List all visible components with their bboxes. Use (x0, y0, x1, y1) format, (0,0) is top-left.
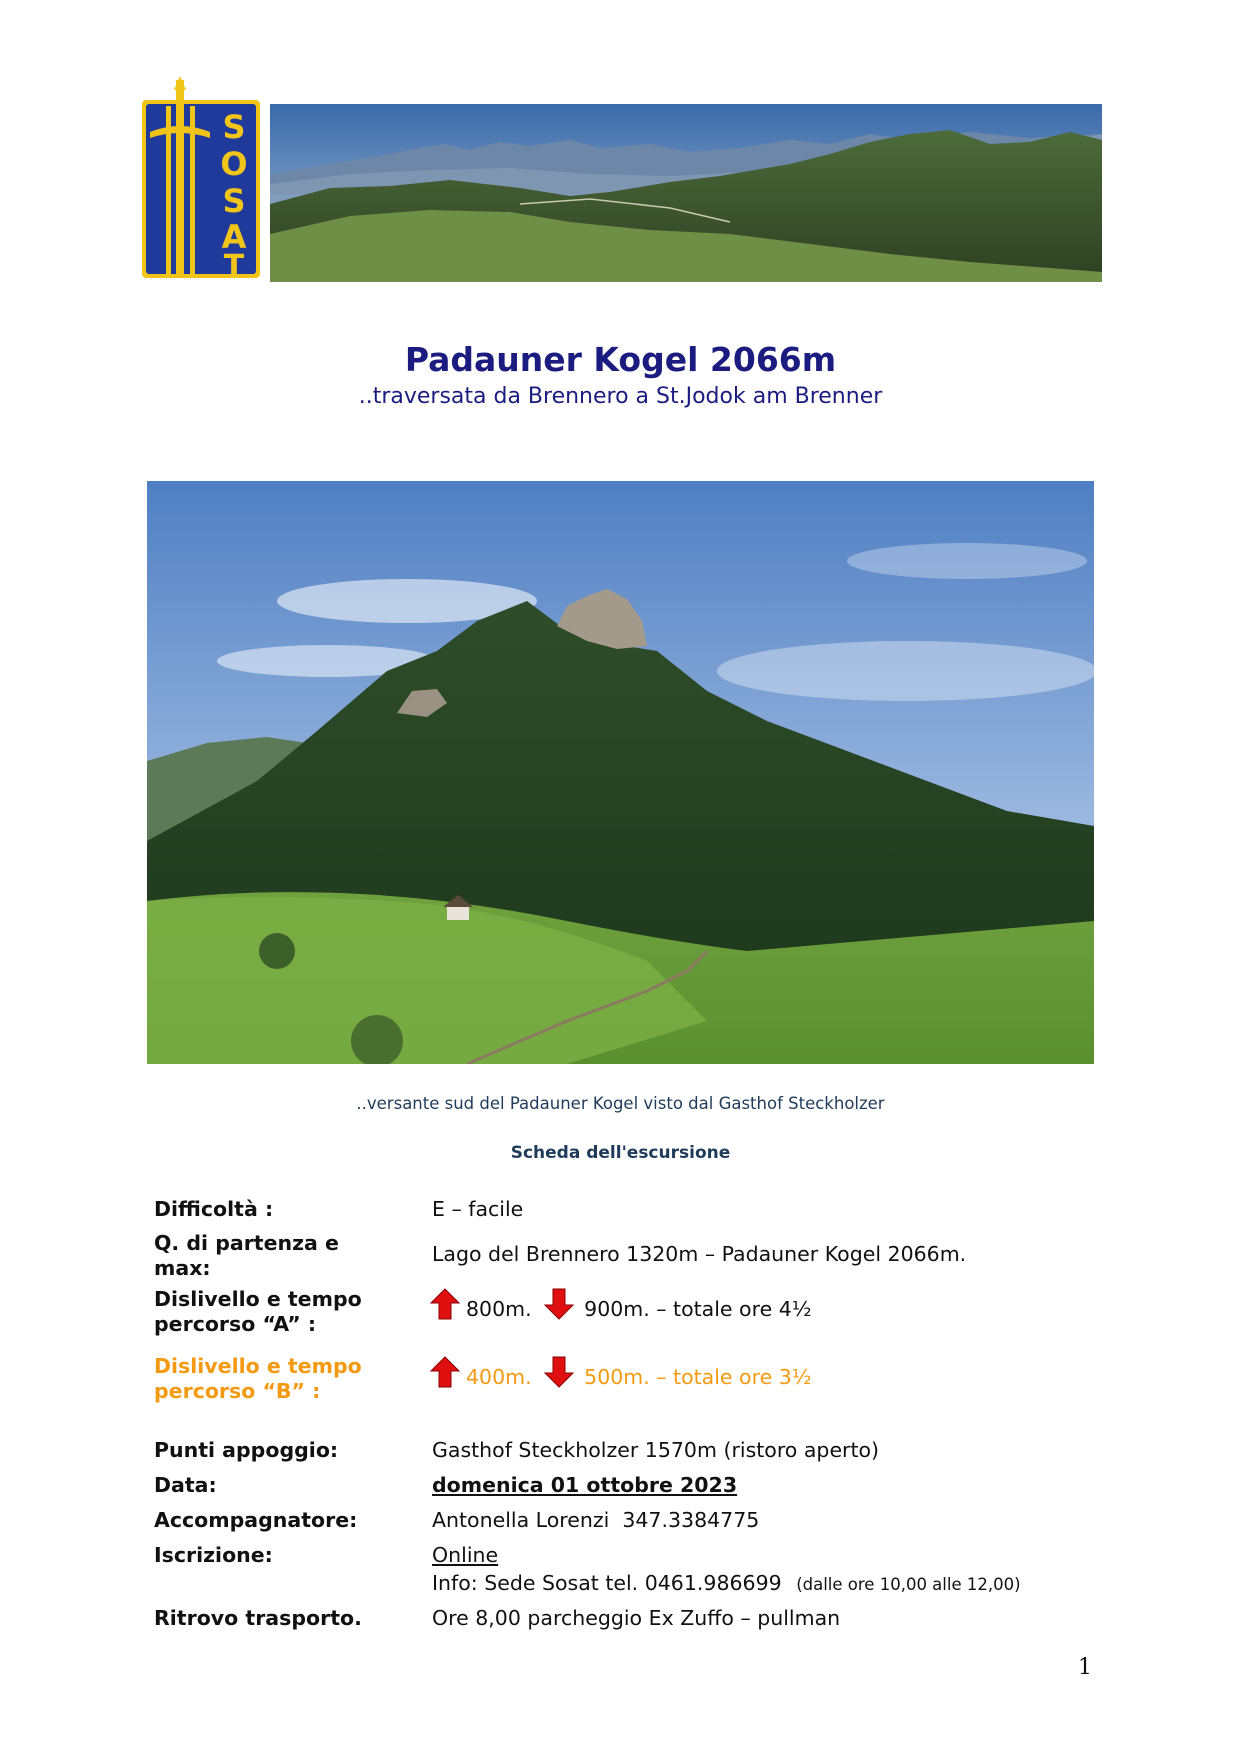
page-subtitle: ..traversata da Brennero a St.Jodok am Brenner (358, 384, 883, 409)
ritrovo-value: Ore 8,00 parcheggio Ex Zuffo – pullman (432, 1606, 841, 1630)
section-title: Scheda dell'escursione (510, 1143, 731, 1163)
percorso-a-up: 800m. (466, 1297, 532, 1321)
percorso-a-label-line1: Dislivello e tempo (154, 1287, 362, 1311)
accompagnatore-label: Accompagnatore: (154, 1508, 358, 1532)
ritrovo-label: Ritrovo trasporto. (154, 1606, 362, 1630)
percorso-b-down: 500m. – totale ore 3½ (584, 1365, 812, 1389)
photo-caption: ..versante sud del Padauner Kogel visto dal Gasthof Steckholzer (356, 1094, 885, 1113)
iscrizione-hours: (dalle ore 10,00 alle 12,00) (796, 1575, 1021, 1594)
iscrizione-info-phone: Info: Sede Sosat tel. 0461.986699 (432, 1571, 782, 1595)
logo-letter: A (221, 218, 247, 256)
data-value: domenica 01 ottobre 2023 (432, 1473, 738, 1497)
page-title: Padauner Kogel 2066m (404, 340, 837, 379)
percorso-b-value (430, 1356, 812, 1390)
iscrizione-label: Iscrizione: (154, 1543, 273, 1567)
accompagnatore-value: Antonella Lorenzi 347.3384775 (432, 1508, 760, 1532)
arrow-down-icon (544, 1288, 574, 1320)
percorso-a-label-line2: percorso “A” : (154, 1312, 317, 1336)
percorso-a-down: 900m. – totale ore 4½ (584, 1297, 812, 1321)
page-number: 1 (1078, 1655, 1092, 1680)
difficolta-value: E – facile (432, 1197, 524, 1221)
logo-letter: S (222, 108, 246, 146)
quote-label-line2: max: (154, 1256, 211, 1280)
sosat-logo (140, 76, 262, 280)
arrow-down-icon (544, 1356, 574, 1388)
header-mountain-banner (270, 104, 1102, 282)
logo-letter: T (223, 249, 245, 280)
percorso-b-label-line2: percorso “B” : (154, 1379, 321, 1403)
difficolta-label: Difficoltà : (154, 1197, 274, 1221)
iscrizione-info (432, 1571, 1021, 1597)
punti-value: Gasthof Steckholzer 1570m (ristoro aperto) (432, 1438, 880, 1462)
mountain-photo (147, 481, 1094, 1064)
data-label: Data: (154, 1473, 217, 1497)
quote-value: Lago del Brennero 1320m – Padauner Kogel 2066m. (432, 1242, 967, 1266)
logo-letter: S (222, 182, 246, 220)
percorso-b-label-line1: Dislivello e tempo (154, 1354, 362, 1378)
arrow-up-icon (430, 1356, 460, 1388)
arrow-up-icon (430, 1288, 460, 1320)
quote-label-line1: Q. di partenza e (154, 1231, 339, 1255)
logo-letter: O (220, 145, 248, 183)
percorso-b-up: 400m. (466, 1365, 532, 1389)
percorso-a-value (430, 1288, 812, 1322)
punti-label: Punti appoggio: (154, 1438, 339, 1462)
iscrizione-online-link[interactable]: Online (432, 1543, 499, 1567)
